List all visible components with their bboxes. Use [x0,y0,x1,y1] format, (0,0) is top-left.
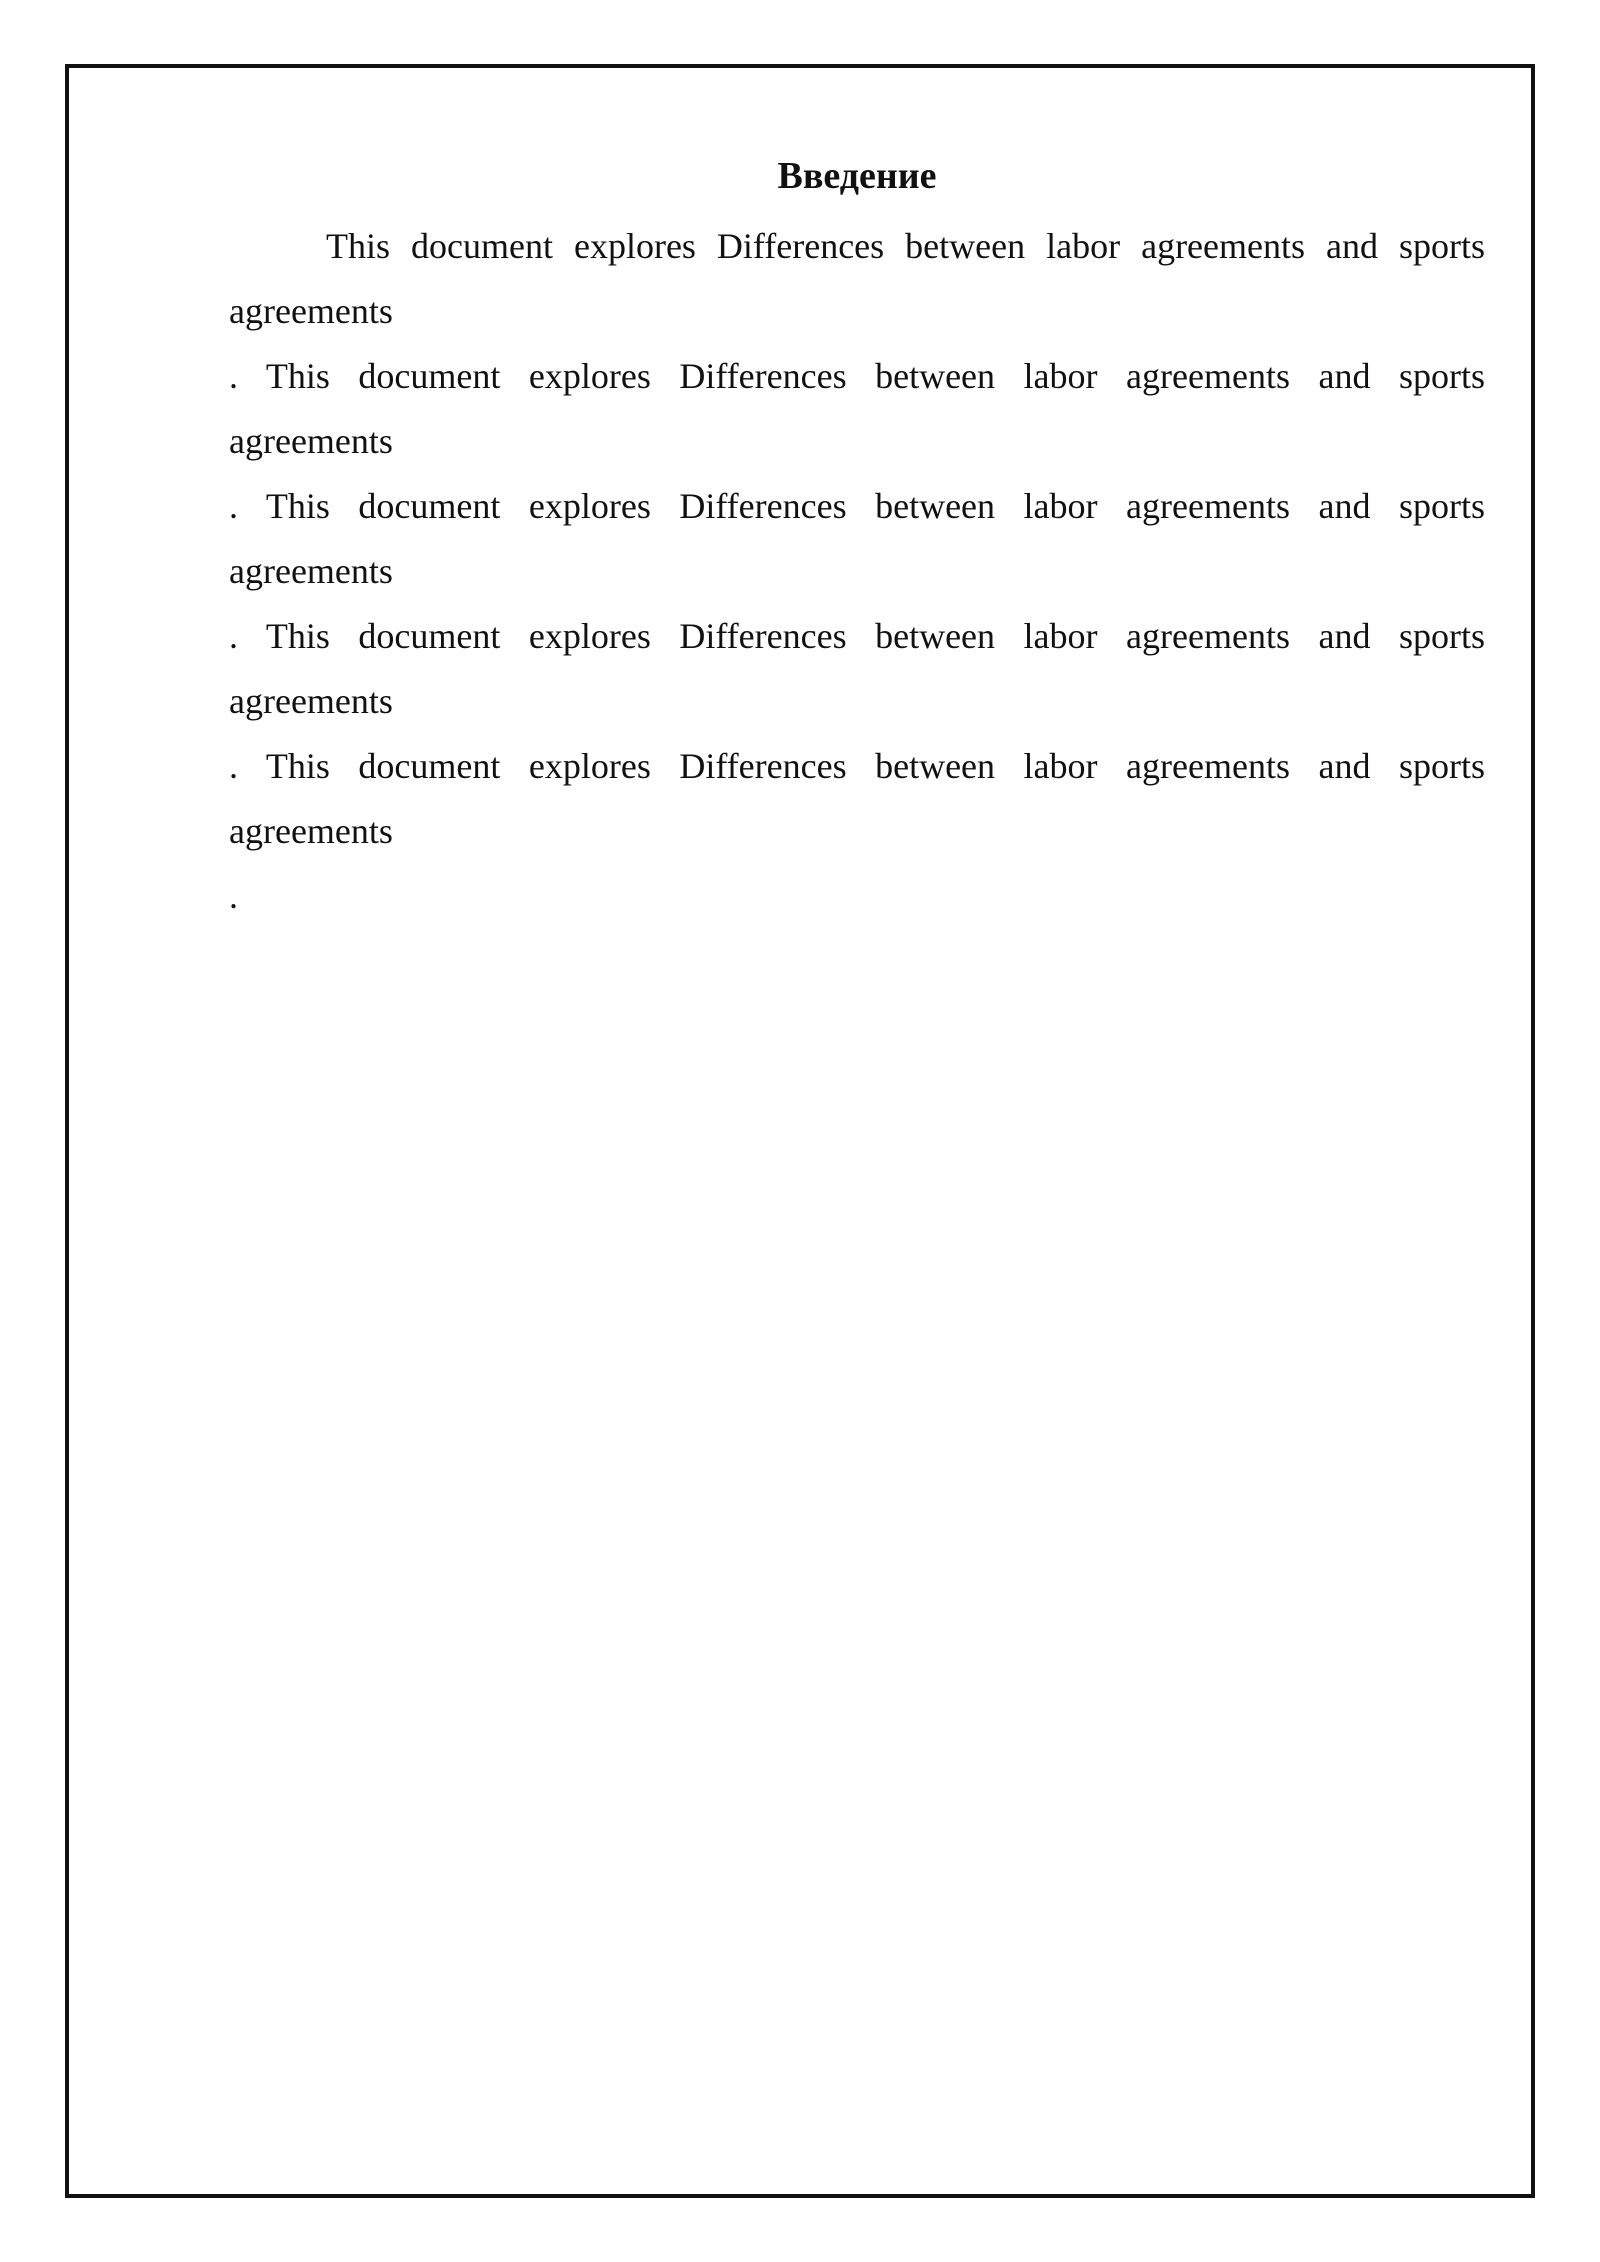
text-line: agreements [229,291,393,331]
body-paragraph [229,214,1485,929]
text-line: . This document explores Differences between labor agreements and sports [229,486,1485,526]
text-line: agreements [229,421,393,461]
text-line: . [229,876,238,916]
text-line: . This document explores Differences between labor agreements and sports [229,746,1485,786]
text-line: . This document explores Differences between labor agreements and sports [229,356,1485,396]
text-line: . This document explores Differences between labor agreements and sports [229,616,1485,656]
section-heading: Введение [777,155,937,197]
text-line: agreements [229,811,393,851]
text-line: This document explores Differences between labor agreements and sports [326,226,1485,266]
text-line: agreements [229,551,393,591]
text-line: agreements [229,681,393,721]
document-body [229,150,1485,929]
